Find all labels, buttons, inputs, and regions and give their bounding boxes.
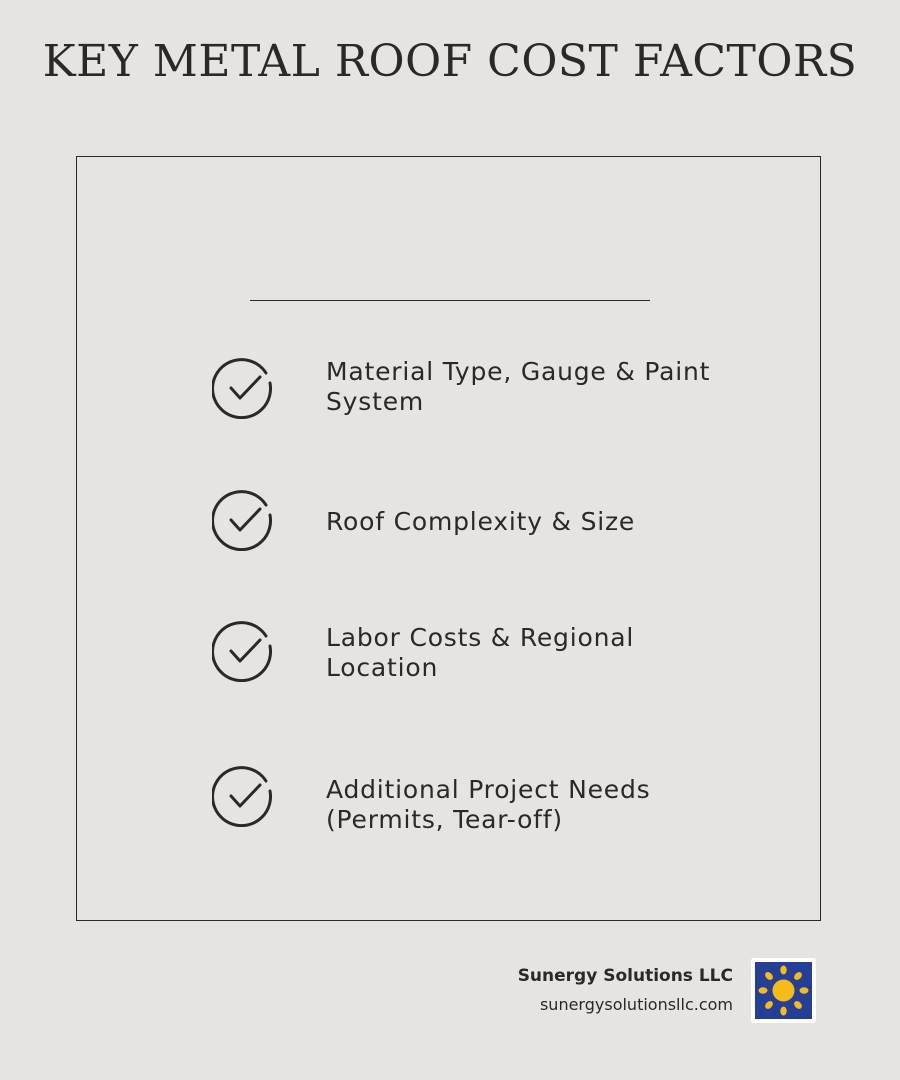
sun-icon [755, 962, 812, 1019]
factor-item-labor [212, 620, 732, 684]
check-circle-icon [212, 620, 274, 682]
check-circle-icon [212, 765, 274, 827]
factor-label: Material Type, Gauge & Paint System [326, 357, 711, 416]
factor-label: Additional Project Needs (Permits, Tear-off) [326, 775, 651, 834]
factor-label: Roof Complexity & Size [326, 507, 636, 536]
check-circle-icon [212, 489, 274, 551]
divider-line [250, 300, 650, 301]
check-circle-icon [212, 357, 274, 419]
factor-item-material [212, 357, 732, 421]
brand-url[interactable]: sunergysolutionsllc.com [539, 995, 733, 1014]
page-title: KEY METAL ROOF COST FACTORS [42, 36, 858, 87]
brand-name: Sunergy Solutions LLC [517, 966, 733, 986]
factor-item-complexity [212, 489, 732, 553]
brand-logo [751, 958, 816, 1023]
factor-item-additional [212, 765, 732, 834]
factor-label: Labor Costs & Regional Location [326, 623, 635, 682]
brand-block [518, 964, 733, 1017]
